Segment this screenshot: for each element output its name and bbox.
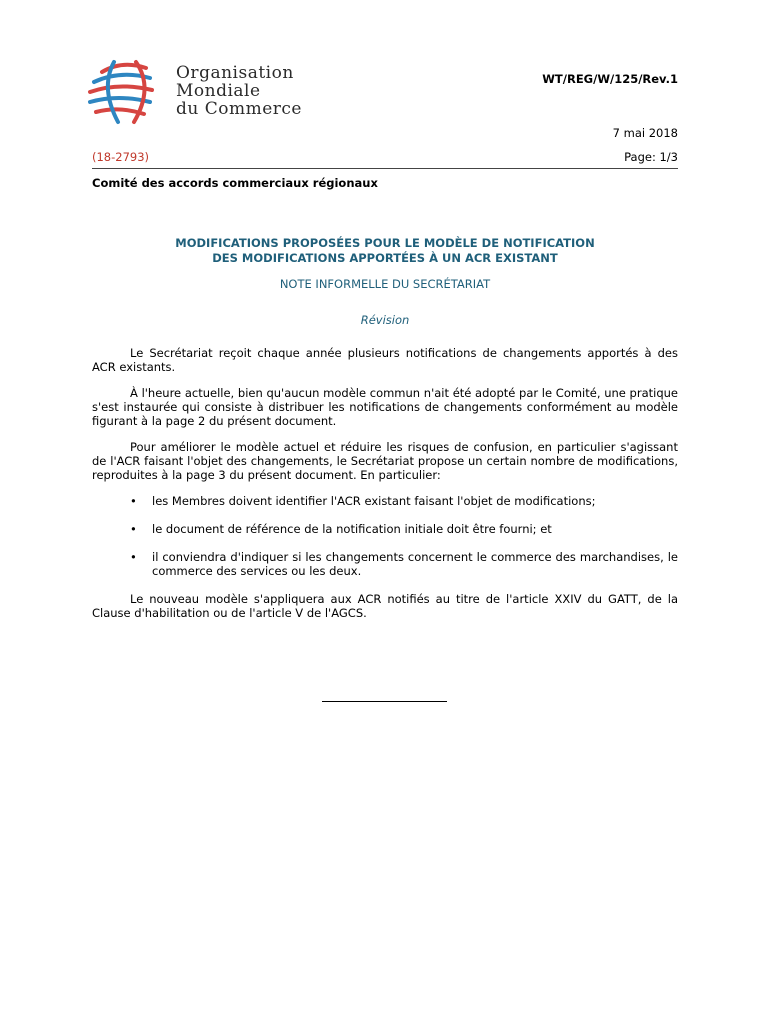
org-name-line2: Mondiale — [176, 81, 261, 101]
title-line2: DES MODIFICATIONS APPORTÉES À UN ACR EXISTANT — [212, 251, 558, 265]
list-item — [92, 522, 678, 536]
committee-name: Comité des accords commerciaux régionaux — [92, 176, 378, 190]
list-item-text: les Membres doivent identifier l'ACR existant faisant l'objet de modifications; — [152, 494, 596, 508]
document-body — [92, 346, 678, 632]
document-date: 7 mai 2018 — [612, 126, 678, 140]
bullet-list — [92, 494, 678, 578]
org-name-line1: Organisation — [176, 63, 294, 83]
organisation-name — [176, 64, 302, 118]
end-of-document-rule — [322, 701, 447, 702]
list-item — [92, 550, 678, 578]
paragraph-1: Le Secrétariat reçoit chaque année plusieurs notifications de changements apportés à des ACR existants. — [92, 346, 678, 374]
document-subtitle: NOTE INFORMELLE DU SECRÉTARIAT — [279, 277, 491, 291]
list-item-text: le document de référence de la notification initiale doit être fourni; et — [152, 522, 552, 536]
document-symbol: WT/REG/W/125/Rev.1 — [542, 72, 678, 86]
revision-label: Révision — [360, 313, 410, 327]
document-number: (18-2793) — [92, 150, 150, 164]
bullet-icon: • — [130, 494, 137, 508]
title-line1: MODIFICATIONS PROPOSÉES POUR LE MODÈLE DE NOTIFICATION — [175, 236, 595, 250]
document-title — [92, 236, 678, 266]
bullet-icon: • — [130, 550, 137, 564]
header-divider — [92, 168, 678, 169]
bullet-icon: • — [130, 522, 137, 536]
wto-globe-logo-icon — [84, 58, 174, 128]
org-name-line3: du Commerce — [176, 99, 302, 119]
page-number: Page: 1/3 — [624, 150, 678, 164]
paragraph-4: Le nouveau modèle s'appliquera aux ACR notifiés au titre de l'article XXIV du GATT, de la Clause d'habilitation ou de l'article V de l'AGCS. — [92, 592, 678, 620]
list-item — [92, 494, 678, 508]
paragraph-3: Pour améliorer le modèle actuel et réduire les risques de confusion, en particulier s'agissant de l'ACR faisant l'objet des changements, le Secrétariat propose un certain nombre de modifications, reproduites à la page 3 du présent document. En particulier: — [92, 440, 678, 482]
list-item-text: il conviendra d'indiquer si les changements concernent le commerce des marchandises, le commerce des services ou les deux. — [152, 550, 678, 578]
paragraph-2: À l'heure actuelle, bien qu'aucun modèle commun n'ait été adopté par le Comité, une pratique s'est instaurée qui consiste à distribuer les notifications de changements conformément au modèle figurant à la page 2 du présent document. — [92, 386, 678, 428]
